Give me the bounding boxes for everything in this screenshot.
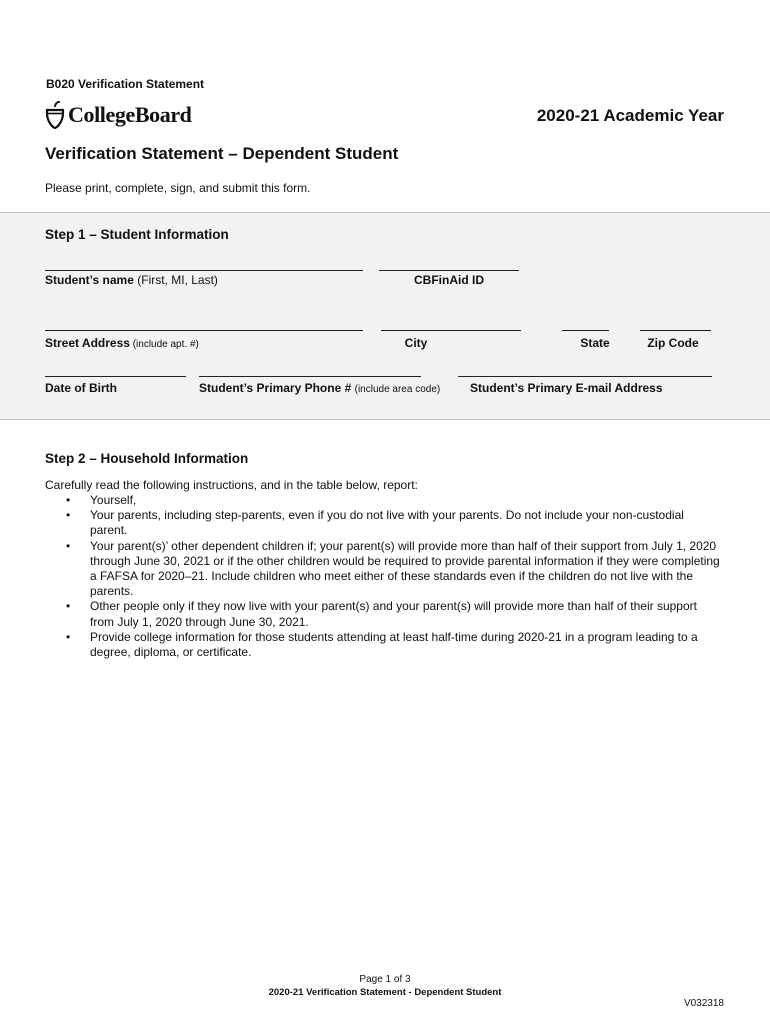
zip-code-label: Zip Code bbox=[647, 336, 699, 350]
page-number: Page 1 of 3 bbox=[359, 974, 411, 985]
date-of-birth-label: Date of Birth bbox=[45, 381, 117, 395]
phone-field[interactable] bbox=[199, 376, 421, 377]
bullet-icon: • bbox=[66, 629, 71, 644]
phone-label: Student’s Primary Phone # (include area code) bbox=[199, 381, 441, 395]
household-instructions-list bbox=[62, 493, 724, 660]
form-instruction: Please print, complete, sign, and submit this form. bbox=[45, 181, 311, 195]
list-item: • Provide college information for those students attending at least half-time during 2020-21 in a program leading to a degree, diploma, or certificate. bbox=[66, 629, 698, 660]
bullet-icon: • bbox=[66, 493, 71, 507]
student-name-field[interactable] bbox=[45, 270, 363, 271]
acorn-icon bbox=[44, 101, 66, 129]
state-label: State bbox=[580, 336, 610, 350]
list-item: • Your parent(s)’ other dependent children if; your parent(s) will provide more than half of their support from July 1, 2020 through June 30, 2021 or if the other children would be required to provide parental information if they were completing a FAFSA for 2020–21. Include children who meet either of these standards even if the children do not live with the parents. bbox=[66, 538, 720, 599]
step2-heading: Step 2 – Household Information bbox=[45, 451, 249, 466]
city-label: City bbox=[404, 336, 428, 350]
street-address-label: Street Address (include apt. #) bbox=[45, 336, 199, 350]
college-board-logo bbox=[44, 100, 192, 130]
footer-title: 2020-21 Verification Statement - Dependent Student bbox=[268, 987, 502, 998]
zip-code-field[interactable] bbox=[640, 330, 711, 331]
bullet-icon: • bbox=[66, 538, 71, 553]
step1-heading: Step 1 – Student Information bbox=[45, 227, 229, 242]
academic-year: 2020-21 Academic Year bbox=[536, 106, 724, 125]
step1-section bbox=[0, 212, 770, 420]
form-code: B020 Verification Statement bbox=[46, 77, 205, 91]
student-name-label: Student’s name (First, MI, Last) bbox=[45, 273, 218, 287]
bullet-icon: • bbox=[66, 508, 71, 523]
cbfinaid-id-field[interactable] bbox=[379, 270, 519, 271]
version-code: V032318 bbox=[683, 998, 724, 1009]
email-label: Student’s Primary E-mail Address bbox=[470, 381, 663, 395]
page-title: Verification Statement – Dependent Student bbox=[45, 144, 399, 163]
step2-intro: Carefully read the following instructions, and in the table below, report: bbox=[45, 478, 418, 492]
email-field[interactable] bbox=[458, 376, 712, 377]
street-address-field[interactable] bbox=[45, 330, 363, 331]
state-field[interactable] bbox=[562, 330, 609, 331]
city-field[interactable] bbox=[381, 330, 521, 331]
logo-wordmark: CollegeBoard bbox=[68, 102, 192, 127]
list-item: • Yourself, bbox=[66, 493, 137, 507]
list-item: • Other people only if they now live with your parent(s) and your parent(s) will provide more than half of their support from July 1, 2020 through June 30, 2021. bbox=[66, 599, 697, 629]
date-of-birth-field[interactable] bbox=[45, 376, 186, 377]
cbfinaid-id-label: CBFinAid ID bbox=[414, 273, 484, 287]
bullet-icon: • bbox=[66, 599, 71, 614]
list-item: • Your parents, including step-parents, even if you do not live with your parents. Do not include your non-custodial parent. bbox=[66, 508, 684, 538]
